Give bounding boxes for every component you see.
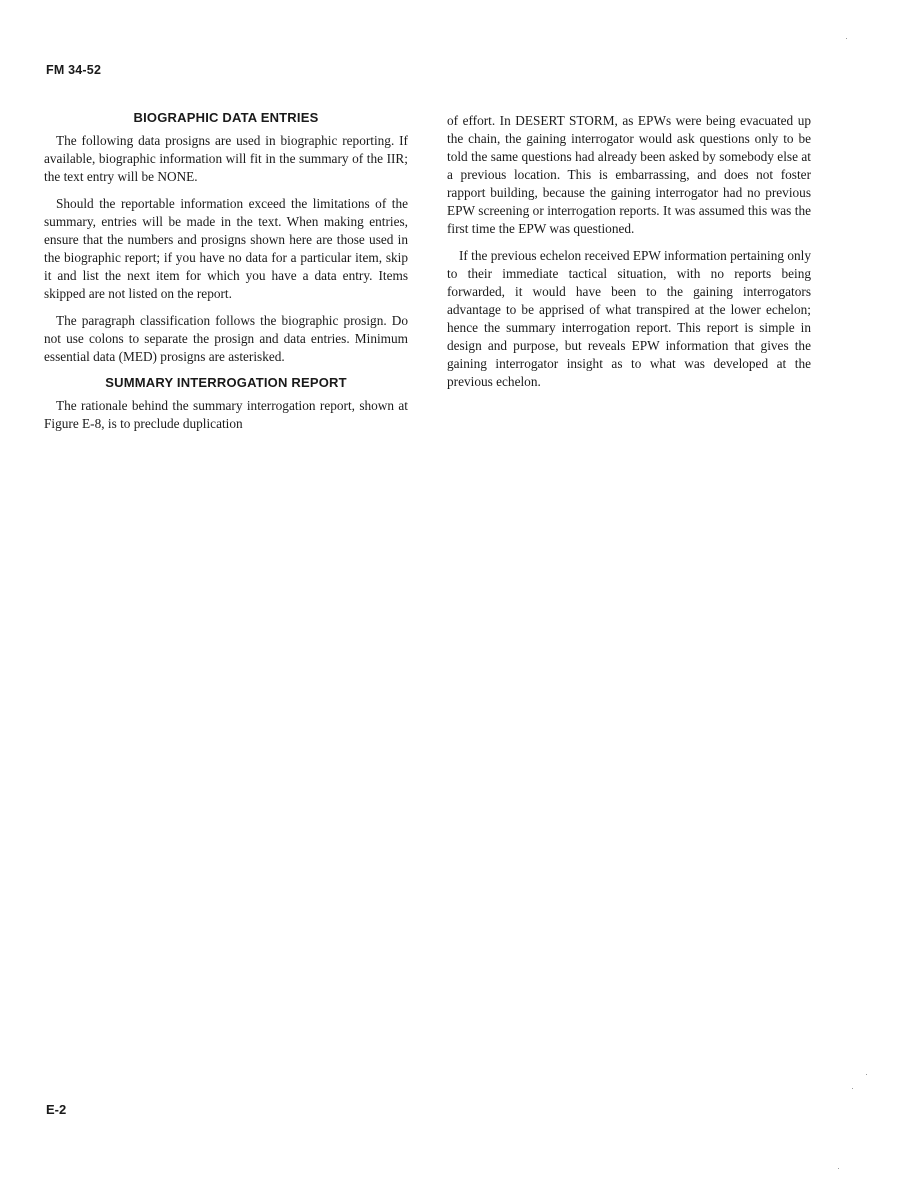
paragraph-biographic-3: The paragraph classification follows the biographic prosign. Do not use colons to separate the prosign and data entries. Minimum essential data (MED) prosigns are asterisked. bbox=[44, 313, 408, 364]
paragraph-biographic-2: Should the reportable information exceed the limitations of the summary, entries will be made in the text. When making entries, ensure that the numbers and prosigns shown here are those used in the biographic report; if you have no data for a particular item, skip it and list the next item for which you have a data entry. Items skipped are not listed on the report. bbox=[44, 196, 408, 301]
right-column bbox=[447, 112, 811, 400]
page-number: E-2 bbox=[46, 1102, 67, 1117]
scan-speck bbox=[852, 1088, 853, 1089]
left-column bbox=[44, 110, 408, 442]
paragraph-continued-effort: of effort. In DESERT STORM, as EPWs were being evacuated up the chain, the gaining interrogator would ask questions only to be told the same questions had already been asked by somebody else at a previous location. This is embarrassing, and does not foster rapport building, because the gaining interrogator had no previous EPW screening or interrogation reports. It was assumed this was the first time the EPW was questioned. bbox=[447, 113, 811, 236]
section-heading-biographic-data-entries: BIOGRAPHIC DATA ENTRIES bbox=[133, 110, 319, 125]
page-header-code: FM 34-52 bbox=[46, 63, 102, 77]
section-heading-summary-interrogation-report: SUMMARY INTERROGATION REPORT bbox=[105, 375, 347, 390]
paragraph-previous-echelon: If the previous echelon received EPW information pertaining only to their immediate tactical situation, with no reports being forwarded, it would have been to the gaining interrogators advantage to be apprised of what transpired at the lower echelon; hence the summary interrogation report. This report is simple in design and purpose, but reveals EPW information that gives the gaining interrogator insight as to what was developed at the previous echelon. bbox=[447, 248, 812, 389]
scan-speck bbox=[838, 1168, 839, 1169]
paragraph-biographic-1: The following data prosigns are used in biographic reporting. If available, biographic information will fit in the summary of the IIR; the text entry will be NONE. bbox=[44, 133, 408, 184]
scan-speck bbox=[846, 38, 847, 39]
scan-speck bbox=[866, 1074, 867, 1075]
paragraph-summary-1: The rationale behind the summary interrogation report, shown at Figure E-8, is to preclude duplication bbox=[44, 398, 408, 431]
